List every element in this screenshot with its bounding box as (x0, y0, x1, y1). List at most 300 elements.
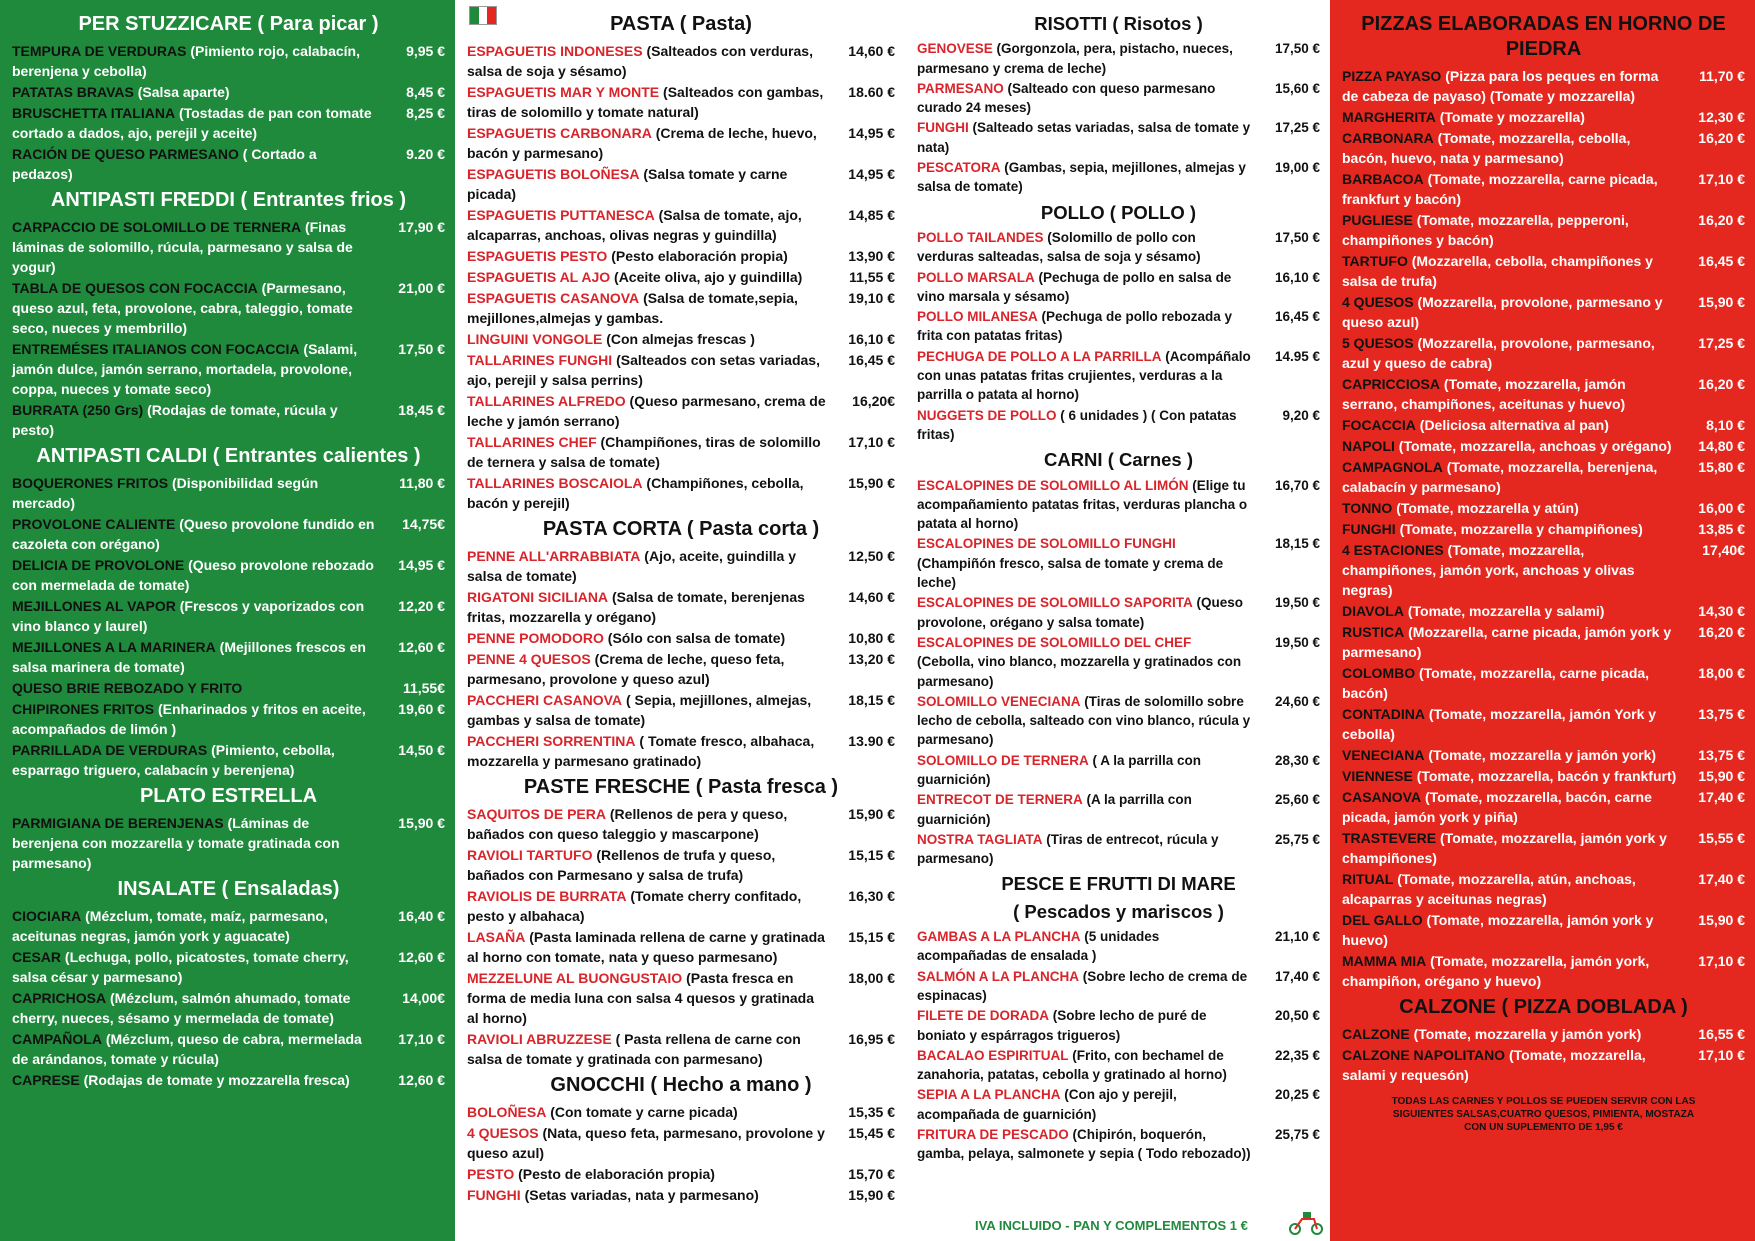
dish-price: 11,55€ (402, 680, 445, 696)
dish-name: PACCHERI SORRENTINA (467, 733, 636, 749)
dish-description: (Tomate, mozzarella, cebolla, bacón, huevo, nata y parmesano) (1342, 130, 1631, 166)
dish-description: (Pasta fresca en forma de media luna con salsa 4 quesos y gratinada al horno) (467, 970, 815, 1026)
menu-item (1342, 787, 1745, 827)
menu-item-text (467, 391, 833, 431)
dish-name: CALZONE (1342, 1026, 1410, 1042)
dish-description: (Cebolla, vino blanco, mozzarella y gratinados con parmesano) (917, 654, 1242, 689)
dish-price: 12,60 € (398, 1072, 445, 1088)
menu-item-text (917, 118, 1258, 157)
dish-price: 21,10 € (1274, 929, 1320, 945)
menu-item-text (467, 1102, 833, 1122)
menu-item (467, 432, 895, 472)
dish-name: LINGUINI VONGOLE (467, 331, 603, 347)
dish-price: 25,75 € (1274, 831, 1320, 847)
menu-item-text (917, 347, 1258, 405)
menu-item-text (917, 830, 1258, 869)
menu-item (12, 473, 445, 513)
dish-description: (Champiñones, cebolla, bacón y perejil) (467, 475, 804, 511)
dish-description: (Con almejas frescas ) (606, 331, 755, 347)
dish-name: BOLOÑESA (467, 1104, 547, 1120)
italian-flag-icon (469, 6, 497, 25)
iva-note: IVA INCLUIDO - PAN Y COMPLEMENTOS 1 € (975, 1218, 1248, 1233)
dish-description: (Champiñones, tiras de solomillo de ternera y salsa de tomate) (467, 434, 821, 470)
dish-price: 8,10 € (1706, 417, 1745, 433)
menu-item (12, 1070, 445, 1090)
menu-item-text (1342, 519, 1683, 539)
section-title: PASTA CORTA ( Pasta corta ) (542, 518, 820, 540)
dish-price: 14,50 € (398, 742, 445, 758)
menu-item (12, 103, 445, 143)
menu-item (467, 164, 895, 204)
dish-description: (Salteados con gambas, tiras de solomillo y tomate natural) (467, 84, 824, 120)
menu-item (1342, 210, 1745, 250)
dish-price: 16,95 € (848, 1031, 895, 1047)
menu-item-text (1342, 374, 1683, 414)
dish-price: 9.20 € (406, 146, 445, 162)
menu-item-text (467, 968, 833, 1028)
dish-description: (Mézclum, queso de cabra, mermelada de arándanos, tomate y rúcula) (12, 1031, 362, 1067)
dish-description: (Parmesano, queso azul, feta, provolone, cabra, taleggio, tomate seco, nueces y membrillo) (12, 280, 353, 336)
menu-item-text (917, 79, 1258, 118)
dish-name: SALMÓN A LA PLANCHA (917, 968, 1079, 984)
dish-description: (Tomate, mozzarella, jamón serrano, champiñones, aceitunas y huevo) (1342, 376, 1626, 412)
menu-item (917, 228, 1320, 267)
dish-price: 19,50 € (1274, 595, 1320, 611)
menu-item (917, 534, 1320, 592)
section-title: PLATO ESTRELLA (139, 785, 318, 807)
dish-price: 16,55 € (1698, 1026, 1745, 1042)
dish-price: 17,90 € (398, 219, 445, 235)
menu-item-text (12, 144, 383, 184)
dish-name: MAMMA MIA (1342, 953, 1427, 969)
dish-price: 21,00 € (398, 280, 445, 296)
dish-price: 15,60 € (1274, 80, 1320, 96)
menu-item (1342, 828, 1745, 868)
menu-item-text (12, 1029, 383, 1069)
dish-price: 19,10 € (848, 290, 895, 306)
dish-name: ESCALOPINES DE SOLOMILLO DEL CHEF (917, 634, 1192, 650)
menu-item (1342, 622, 1745, 662)
menu-item-text (1342, 828, 1683, 868)
dish-name: ESPAGUETIS PUTTANESCA (467, 207, 655, 223)
dish-price: 9,20 € (1282, 407, 1320, 423)
menu-item-text (1342, 251, 1683, 291)
menu-item-text (467, 649, 833, 689)
dish-description: (Tomate, mozzarella y jamón york) (1413, 1026, 1642, 1042)
dish-name: ESPAGUETIS MAR Y MONTE (467, 84, 660, 100)
menu-item-text (917, 307, 1258, 346)
dish-description: (Salteado con queso parmesano curado 24 meses) (917, 80, 1216, 116)
dish-price: 15,90 € (398, 815, 445, 831)
dish-description: (Salsa tomate y carne picada) (467, 166, 788, 202)
menu-item-text (467, 628, 833, 648)
menu-item-text (917, 751, 1258, 790)
column-pasta (455, 0, 905, 1241)
dish-price: 15,15 € (848, 847, 895, 863)
menu-item-text (917, 692, 1258, 750)
column-pizzas (1330, 0, 1755, 1241)
section-subtitle: ( Pescados y mariscos ) (1013, 900, 1224, 922)
menu-item-text (467, 587, 833, 627)
dish-price: 17,40 € (1274, 968, 1320, 984)
dish-name: PARMIGIANA DE BERENJENAS (12, 815, 224, 831)
menu-item (467, 1185, 895, 1205)
dish-description: (Mejillones frescos en salsa marinera de tomate) (12, 639, 366, 675)
dish-name: PENNE 4 QUESOS (467, 651, 591, 667)
dish-name: CALZONE NAPOLITANO (1342, 1047, 1506, 1063)
menu-item (917, 967, 1320, 1006)
menu-item-text (467, 927, 833, 967)
dish-description: (Champiñón fresco, salsa de tomate y crema de leche) (917, 555, 1224, 591)
menu-item-text (12, 637, 383, 677)
dish-name: ENTRECOT DE TERNERA (917, 792, 1083, 808)
dish-price: 28,30 € (1274, 752, 1320, 768)
dish-price: 15,90 € (1698, 294, 1745, 310)
menu-item (1342, 745, 1745, 765)
dish-name: BOQUERONES FRITOS (12, 475, 169, 491)
dish-description: (Rellenos de trufa y queso, bañados con Parmesano y salsa de trufa) (467, 847, 776, 883)
dish-description: (Tomate, mozzarella y champiñones) (1399, 521, 1643, 537)
col1-content (0, 0, 455, 1090)
section-title: INSALATE ( Ensaladas) (117, 878, 340, 900)
dish-name: CAMPAGNOLA (1342, 459, 1443, 475)
menu-item (12, 144, 445, 184)
menu-item-text (12, 678, 383, 698)
dish-name: 4 ESTACIONES (1342, 542, 1444, 558)
dish-price: 16,20 € (1698, 624, 1745, 640)
menu-item (467, 587, 895, 627)
dish-description: (Mézclum, tomate, maíz, parmesano, aceitunas negras, jamón york y aguacate) (12, 908, 328, 944)
menu-item-text (917, 927, 1258, 966)
menu-item (467, 1029, 895, 1069)
dish-price: 17,40 € (1698, 789, 1745, 805)
menu-item (1342, 601, 1745, 621)
menu-item-text (1342, 210, 1683, 250)
section-title: PESCE E FRUTTI DI MARE (1001, 873, 1236, 895)
dish-description: (Salteado setas variadas, salsa de tomate y nata) (917, 120, 1251, 155)
menu-item (12, 400, 445, 440)
dish-description: ( Pasta rellena de carne con salsa de tomate y gratinada con parmesano) (467, 1031, 801, 1067)
menu-item-text (1342, 498, 1683, 518)
dish-name: FUNGHI (467, 1187, 521, 1203)
dish-name: ESPAGUETIS BOLOÑESA (467, 166, 640, 182)
dish-name: CARBONARA (1342, 130, 1434, 146)
dish-price: 16,40 € (398, 908, 445, 924)
dish-price: 20,50 € (1274, 1008, 1320, 1024)
menu-item-text (467, 288, 833, 328)
dish-name: FUNGHI (917, 120, 969, 136)
dish-description: (Salami, jamón dulce, jamón serrano, mortadela, provolone, coppa, nueces y tomate seco) (12, 341, 358, 397)
menu-item-text (917, 406, 1258, 445)
dish-name: CIOCIARA (12, 908, 82, 924)
dish-name: BURRATA (250 Grs) (12, 402, 144, 418)
dish-description: (Mozzarella, provolone, parmesano, azul y queso de cabra) (1342, 335, 1655, 371)
dish-description: (Solomillo de pollo con verduras salteadas, salsa de soja y sésamo) (917, 229, 1201, 265)
dish-price: 14.95 € (1274, 348, 1320, 364)
menu-item (1342, 1045, 1745, 1085)
menu-item-text (917, 967, 1258, 1006)
menu-item-text (467, 1029, 833, 1069)
dish-price: 15,35 € (848, 1104, 895, 1120)
dish-description: (Tomate, mozzarella, champiñones, jamón york, anchoas y olivas negras) (1342, 542, 1635, 598)
dish-name: POLLO MILANESA (917, 309, 1038, 325)
dish-description: (Tomate, mozzarella, carne picada, frankfurt y bacón) (1342, 171, 1658, 207)
dish-name: TALLARINES ALFREDO (467, 393, 626, 409)
dish-name: BARBACOA (1342, 171, 1424, 187)
menu-item-text (1342, 951, 1683, 991)
dish-name: TEMPURA DE VERDURAS (12, 43, 187, 59)
menu-item-text (467, 1164, 833, 1184)
menu-item (467, 845, 895, 885)
menu-item-text (12, 400, 383, 440)
dish-price: 16,20 € (1698, 212, 1745, 228)
dish-description: (Sobre lecho de crema de espinacas) (917, 968, 1248, 1003)
dish-description: (Tiras de entrecot, rúcula y parmesano) (917, 831, 1219, 867)
dish-name: TABLA DE QUESOS CON FOCACCIA (12, 280, 258, 296)
dish-description: (Tomate, mozzarella y jamón york) (1428, 747, 1657, 763)
menu-item (467, 329, 895, 349)
menu-item (467, 123, 895, 163)
dish-name: VENECIANA (1342, 747, 1425, 763)
dish-price: 11,55 € (849, 269, 895, 285)
dish-price: 17,40€ (1702, 542, 1745, 558)
dish-price: 15,55 € (1698, 830, 1745, 846)
menu-item (12, 947, 445, 987)
menu-item-text (1342, 540, 1683, 600)
dish-name: BACALAO ESPIRITUAL (917, 1047, 1069, 1063)
menu-item (1342, 951, 1745, 991)
dish-price: 17,10 € (1698, 953, 1745, 969)
dish-description: (Láminas de berenjena con mozzarella y tomate gratinada con parmesano) (12, 815, 340, 871)
dish-description: (Tomate, mozzarella, salami y requesón) (1342, 1047, 1646, 1083)
dish-description: (Nata, queso feta, parmesano, provolone y queso azul) (467, 1125, 825, 1161)
menu-item-text (12, 947, 383, 987)
menu-item (467, 1164, 895, 1184)
menu-item (12, 637, 445, 677)
menu-item (12, 906, 445, 946)
dish-price: 11,70 € (1699, 68, 1745, 84)
menu-item (12, 41, 445, 81)
dish-price: 14,95 € (848, 125, 895, 141)
dish-description: (Queso provolone, orégano y salsa tomate) (917, 595, 1244, 630)
menu-item (917, 751, 1320, 790)
dish-price: 25,60 € (1274, 792, 1320, 808)
dish-description: ( Tomate fresco, albahaca, mozzarella y parmesano gratinado) (467, 733, 815, 769)
menu-item-text (1342, 169, 1683, 209)
dish-description: (Pesto de elaboración propia) (518, 1166, 715, 1182)
menu-item (12, 1029, 445, 1069)
dish-name: FOCACCIA (1342, 417, 1416, 433)
menu-item (12, 699, 445, 739)
dish-description: (Tomate, mozzarella, anchoas y orégano) (1398, 438, 1672, 454)
menu-item (1342, 869, 1745, 909)
dish-name: RACIÓN DE QUESO PARMESANO (12, 146, 239, 162)
menu-item (467, 804, 895, 844)
column-mains (905, 0, 1330, 1241)
menu-item (1342, 107, 1745, 127)
dish-price: 14,85 € (848, 207, 895, 223)
dish-description: ( 6 unidades ) ( Con patatas fritas) (917, 407, 1237, 442)
menu-item (467, 628, 895, 648)
dish-description: (Elige tu acompañamiento patatas fritas, verduras plancha o patata al horno) (917, 477, 1248, 532)
dish-price: 16,10 € (1274, 269, 1320, 285)
dish-description: (Aceite oliva, ajo y guindilla) (614, 269, 803, 285)
dish-description: (Pizza para los peques en forma de cabeza de payaso) (Tomate y mozzarella) (1342, 68, 1659, 104)
dish-description: (Sobre lecho de puré de boniato y espárragos trigueros) (917, 1008, 1207, 1043)
dish-name: MARGHERITA (1342, 109, 1436, 125)
dish-description: (Queso provolone fundido en cazoleta con orégano) (12, 516, 375, 552)
dish-name: PECHUGA DE POLLO A LA PARRILLA (917, 348, 1162, 364)
section-title: POLLO ( POLLO ) (1040, 201, 1197, 223)
menu-item-text (1342, 66, 1683, 106)
menu-item (467, 391, 895, 431)
col3-content (905, 0, 1330, 1164)
dish-description: (Tomate, mozzarella, berenjena, calabacín y parmesano) (1342, 459, 1658, 495)
menu-item-text (467, 690, 833, 730)
menu-item-text (12, 339, 383, 399)
menu-item (467, 546, 895, 586)
dish-price: 16,20€ (852, 393, 895, 409)
dish-name: GAMBAS A LA PLANCHA (917, 929, 1081, 945)
dish-name: PARRILLADA DE VERDURAS (12, 742, 208, 758)
dish-description: (Queso parmesano, crema de leche y jamón serrano) (467, 393, 826, 429)
dish-name: FILETE DE DORADA (917, 1008, 1050, 1024)
dish-price: 14,00€ (402, 990, 445, 1006)
menu-item-text (12, 740, 383, 780)
dish-price: 18,00 € (848, 970, 895, 986)
dish-description: (Rodajas de tomate, rúcula y pesto) (12, 402, 338, 438)
dish-name: TALLARINES BOSCAIOLA (467, 475, 643, 491)
menu-item (917, 1125, 1320, 1164)
menu-item (917, 633, 1320, 691)
menu-item-text (1342, 415, 1683, 435)
dish-price: 16,00 € (1698, 500, 1745, 516)
menu-item (1342, 292, 1745, 332)
menu-item-text (1342, 1045, 1683, 1085)
dish-name: NOSTRA TAGLIATA (917, 831, 1043, 847)
dish-name: DEL GALLO (1342, 912, 1423, 928)
dish-name: NAPOLI (1342, 438, 1395, 454)
dish-name: 4 QUESOS (467, 1125, 539, 1141)
dish-description: ( A la parrilla con guarnición) (917, 752, 1202, 787)
dish-description: (Acompáñalo con unas patatas fritas crujientes, verduras a la parrilla o patata al horno) (917, 348, 1251, 403)
dish-name: ESPAGUETIS AL AJO (467, 269, 611, 285)
dish-price: 13,85 € (1698, 521, 1745, 537)
dish-price: 17,10 € (398, 1031, 445, 1047)
dish-description: (Ajo, aceite, guindilla y salsa de tomate) (467, 548, 796, 584)
dish-name: PIZZA PAYASO (1342, 68, 1442, 84)
menu-item (1342, 766, 1745, 786)
dish-name: PENNE POMODORO (467, 630, 604, 646)
menu-item (467, 288, 895, 328)
menu-item-text (467, 473, 833, 513)
dish-description: (Frescos y vaporizados con vino blanco y laurel) (12, 598, 365, 634)
menu-item-text (12, 596, 383, 636)
dish-name: ENTREMÉSES ITALIANOS CON FOCACCIA (12, 341, 300, 357)
menu-item-text (1342, 663, 1683, 703)
menu-item-text (1342, 436, 1683, 456)
menu-item-text (12, 82, 383, 102)
menu-item (12, 278, 445, 338)
dish-price: 14,60 € (848, 589, 895, 605)
dish-price: 18,45 € (398, 402, 445, 418)
dish-description: (Salteados con verduras, salsa de soja y sésamo) (467, 43, 813, 79)
dish-description: (Finas láminas de solomillo, rúcula, parmesano y salsa de yogur) (12, 219, 353, 275)
dish-description: (Enharinados y fritos en aceite, acompañados de limón ) (12, 701, 366, 737)
dish-price: 15,70 € (848, 1166, 895, 1182)
menu-item-text (1342, 292, 1683, 332)
dish-description: (Tomate, mozzarella, jamón york y champiñones) (1342, 830, 1667, 866)
dish-description: (Tomate, mozzarella, atún, anchoas, alcaparras y aceitunas negras) (1342, 871, 1636, 907)
menu-item-text (917, 633, 1258, 691)
menu-item (12, 740, 445, 780)
dish-description: (Crema de leche, huevo, bacón y parmesano) (467, 125, 817, 161)
menu-item-text (467, 267, 833, 287)
dish-description: ( Sepia, mejillones, almejas, gambas y salsa de tomate) (467, 692, 812, 728)
dish-description: (Tomate cherry confitado, pesto y albahaca) (467, 888, 802, 924)
menu-item-text (12, 103, 383, 143)
menu-item-text (467, 329, 833, 349)
dish-price: 18.60 € (848, 84, 895, 100)
menu-item-text (12, 41, 383, 81)
dish-price: 13,20 € (848, 651, 895, 667)
dish-price: 19,00 € (1274, 160, 1320, 176)
dish-price: 17,50 € (1274, 229, 1320, 245)
section-title: GNOCCHI ( Hecho a mano ) (550, 1074, 812, 1096)
dish-price: 11,80 € (399, 475, 445, 491)
dish-name: ESCALOPINES DE SOLOMILLO SAPORITA (917, 595, 1193, 611)
menu-item-text (917, 1085, 1258, 1124)
dish-description: (Frito, con bechamel de zanahoria, patatas, cebolla y gratinado al horno) (917, 1047, 1227, 1083)
menu-item (12, 82, 445, 102)
dish-description: (Tomate, mozzarella y salami) (1407, 603, 1605, 619)
dish-price: 9,95 € (406, 43, 445, 59)
menu-item-text (1342, 622, 1683, 662)
col4-content (1330, 0, 1755, 1134)
dish-name: LASAÑA (467, 929, 526, 945)
dish-price: 13,90 € (848, 248, 895, 264)
dish-price: 16,20 € (1698, 376, 1745, 392)
section-title: RISOTTI ( Risotos ) (1034, 13, 1203, 34)
dish-description: (Tomate, mozzarella, carne picada, bacón) (1342, 665, 1650, 701)
menu-item-text (467, 886, 833, 926)
dish-description: (Tomate, mozzarella y atún) (1396, 500, 1579, 516)
scooter-icon (1288, 1207, 1324, 1235)
menu-item (917, 1046, 1320, 1085)
menu-item-text (917, 228, 1258, 267)
col2-content (455, 0, 905, 1205)
dish-price: 22,35 € (1274, 1047, 1320, 1063)
menu-item (1342, 128, 1745, 168)
menu-item (1342, 910, 1745, 950)
menu-item-text (1342, 787, 1683, 827)
dish-price: 17,25 € (1274, 120, 1320, 136)
menu-item (12, 813, 445, 873)
menu-item-text (917, 476, 1258, 534)
menu-item (467, 690, 895, 730)
dish-description: (Queso provolone rebozado con mermelada de tomate) (12, 557, 374, 593)
dish-description: (Tomate, mozzarella, bacón y frankfurt) (1416, 768, 1677, 784)
dish-name: CAPRICCIOSA (1342, 376, 1441, 392)
menu-item (467, 246, 895, 266)
dish-name: 5 QUESOS (1342, 335, 1414, 351)
menu-item (467, 731, 895, 771)
menu-item (12, 678, 445, 698)
dish-price: 13.90 € (848, 733, 895, 749)
dish-name: COLOMBO (1342, 665, 1416, 681)
menu-item (467, 649, 895, 689)
dish-price: 19,50 € (1274, 634, 1320, 650)
